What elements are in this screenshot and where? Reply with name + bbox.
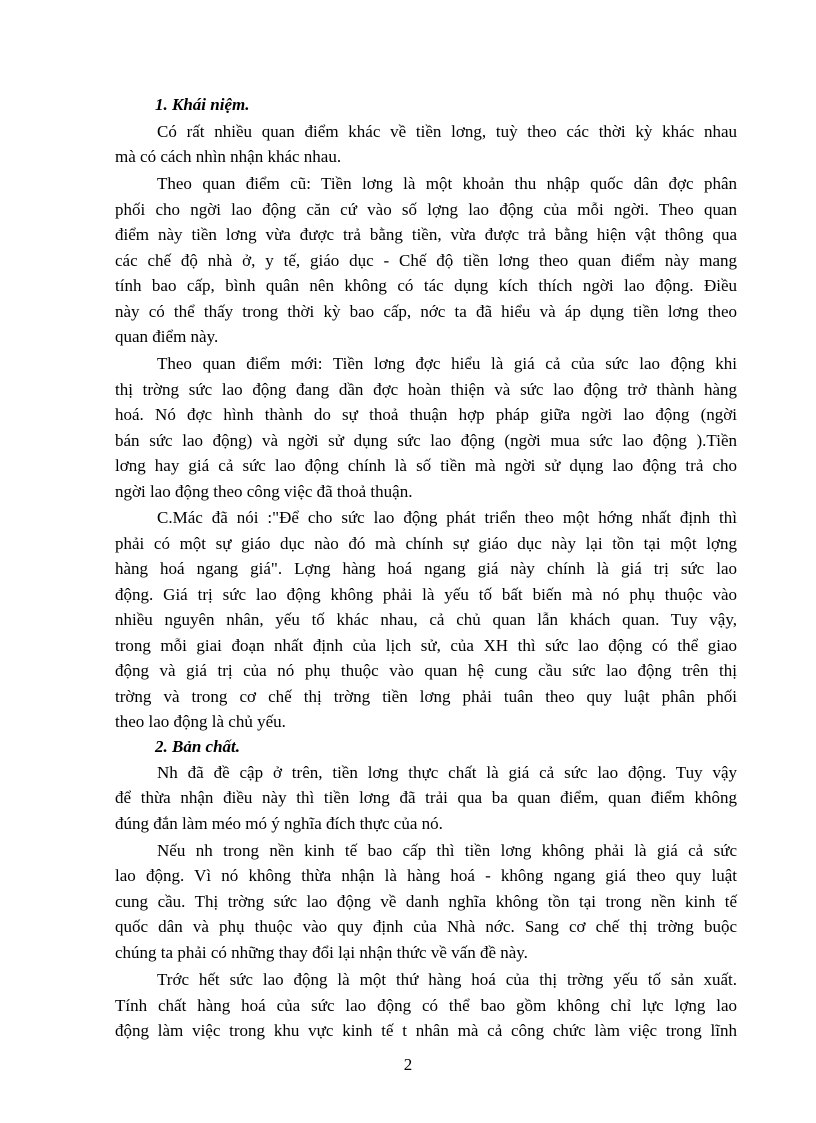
paragraph-line: nhiều nguyên nhân, yếu tố khác nhau, cả chủ quan lẫn khách quan. Tuy vậy, [115,610,737,629]
paragraph-line: hoá. Nó đợc hình thành do sự thoả thuận hợp pháp giữa ngời lao động (ngời [115,405,737,424]
section-heading: 1. Khái niệm. [155,95,250,114]
paragraph-line: quốc dân và phụ thuộc vào quy định của Nhà nớc. Sang cơ chế thị trờng buộc [115,917,737,936]
paragraph-line: này có thể thấy trong thời kỳ bao cấp, nớc ta đã hiểu và áp dụng tiền lơng theo [115,302,737,321]
paragraph-line: Nh đã đề cập ở trên, tiền lơng thực chất là giá cả sức lao động. Tuy vậy [157,763,737,782]
paragraph-line: trong mỗi giai đoạn nhất định của lịch sử, của XH thì sức lao động có thể giao [115,636,737,655]
paragraph-line: ngời lao động theo công việc đã thoả thuận. [115,482,413,501]
paragraph-line: động. Giá trị sức lao động không phải là yếu tố bất biến mà nó phụ thuộc vào [115,585,737,604]
paragraph-line: quan điểm này. [115,327,219,346]
paragraph-line: các chế độ nhà ở, y tế, giáo dục - Chế độ tiền lơng theo quan điểm này mang [115,251,737,270]
paragraph-line: động và giá trị của nó phụ thuộc vào quan hệ cung cầu sức lao động trên thị [115,661,737,680]
page-number: 2 [403,1055,413,1074]
paragraph-line: phải có một sự giáo dục nào đó mà chính sự giáo dục này lại tồn tại một lợng [115,534,737,553]
paragraph-line: Nếu nh trong nền kinh tế bao cấp thì tiền lơng không phải là giá cả sức [157,841,737,860]
paragraph-line: Có rất nhiều quan điểm khác về tiền lơng, tuỳ theo các thời kỳ khác nhau [157,122,737,141]
paragraph-line: lao động. Vì nó không thừa nhận là hàng hoá - không ngang giá theo quy luật [115,866,737,885]
paragraph-line: C.Mác đã nói :"Để cho sức lao động phát triển theo một hớng nhất định thì [157,508,737,527]
paragraph-line: hàng hoá ngang giá". Lợng hàng hoá ngang giá này chính là giá trị sức lao [115,559,737,578]
paragraph-line: tính bao cấp, bình quân nên không có tác dụng kích thích ngời lao động. Điều [115,276,737,295]
paragraph-line: mà có cách nhìn nhận khác nhau. [115,147,342,166]
paragraph-line: Theo quan điểm mới: Tiền lơng đợc hiểu là giá cả của sức lao động khi [157,354,737,373]
paragraph-line: động làm việc trong khu vực kinh tế t nhân mà cả công chức làm việc trong lĩnh [115,1021,737,1040]
paragraph-line: cung cầu. Thị trờng sức lao động về danh nghĩa không tồn tại trong nền kinh tế [115,892,737,911]
paragraph-line: theo lao động là chủ yếu. [115,712,286,731]
paragraph-line: thị trờng sức lao động đang dần đợc hoàn thiện và sức lao động trở thành hàng [115,380,737,399]
paragraph-line: phối cho ngời lao động căn cứ vào số lợng lao động của mỗi ngời. Theo quan [115,200,737,219]
paragraph-line: bán sức lao động) và ngời sử dụng sức lao động (ngời mua sức lao động ).Tiền [115,431,737,450]
paragraph-line: Trớc hết sức lao động là một thứ hàng hoá của thị trờng yếu tố sản xuất. [157,970,737,989]
section-heading: 2. Bản chất. [155,737,241,756]
paragraph-line: để thừa nhận điều này thì tiền lơng đã trải qua ba quan điểm, quan điểm không [115,788,737,807]
paragraph-line: Theo quan điểm cũ: Tiền lơng là một khoản thu nhập quốc dân đợc phân [157,174,737,193]
paragraph-line: điểm này tiền lơng vừa được trả bằng tiền, vừa được trả bằng hiện vật thông qua [115,225,737,244]
paragraph-line: Tính chất hàng hoá của sức lao động có thể bao gồm không chỉ lực lợng lao [115,996,737,1015]
paragraph-line: lơng hay giá cả sức lao động chính là số tiền mà ngời sử dụng lao động trả cho [115,456,737,475]
paragraph-line: chúng ta phải có những thay đổi lại nhận thức về vấn đề này. [115,943,528,962]
paragraph-line: trờng và trong cơ chế thị trờng tiền lơng phải tuân theo quy luật phân phối [115,687,737,706]
paragraph-line: đúng đắn làm méo mó ý nghĩa đích thực của nó. [115,814,443,833]
